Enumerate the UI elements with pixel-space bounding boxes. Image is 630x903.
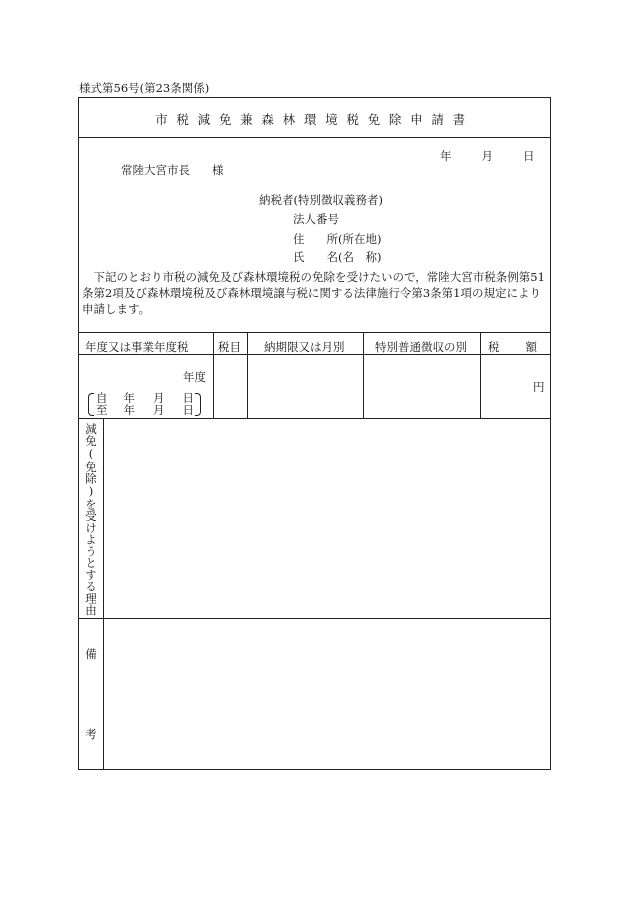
label-column-divider <box>103 418 104 770</box>
col-divider-4 <box>480 332 481 418</box>
divider-title <box>78 137 551 138</box>
col-divider-3 <box>363 332 364 418</box>
application-statement: 下記のとおり市税の減免及び森林環境税の免除を受けたいので，常陸大宮市税条例第51条第2項及び森林環境税及び森林環境譲与税に関する法律施行令第3条第1項の規定により申請します。 <box>82 270 545 316</box>
form-title: 市税減免兼森林環境税免除申請書 <box>155 112 474 127</box>
period-bracket-right <box>195 393 201 416</box>
period-from-to <box>88 392 194 416</box>
divider-reason <box>78 618 551 619</box>
header-collection-type: 特別普通徴収の別 <box>375 340 467 354</box>
date-fields <box>440 148 535 164</box>
date-year: 年 <box>440 149 452 163</box>
header-due-period: 納期限又は月別 <box>264 340 345 354</box>
addressee-name: 常陸大宮市長 <box>121 163 190 177</box>
period-from: 自 年 月 日 <box>96 391 194 405</box>
divider-table-row <box>78 418 551 419</box>
date-month: 月 <box>481 149 493 163</box>
col-divider-2 <box>247 332 248 418</box>
period-to: 至 年 月 日 <box>96 403 194 417</box>
fiscal-year-suffix: 年度 <box>183 370 206 384</box>
addressee-honorific: 様 <box>212 163 224 177</box>
reason-label: 減免(免除)を受けようとする理由 <box>84 423 98 616</box>
remarks-label-2: 考 <box>84 728 98 740</box>
header-fiscal-year: 年度又は事業年度税 <box>85 340 189 354</box>
corporate-number-label: 法人番号 <box>293 212 339 226</box>
taxpayer-label: 納税者(特別徴収義務者) <box>259 193 383 207</box>
yen-unit: 円 <box>533 380 545 394</box>
col-divider-1 <box>213 332 214 418</box>
remarks-label-1: 備 <box>84 648 98 660</box>
header-tax-amount: 税 額 <box>488 340 537 354</box>
date-day: 日 <box>523 149 535 163</box>
address-label: 住 所(所在地) <box>293 232 382 246</box>
header-tax-item: 税目 <box>218 340 241 354</box>
name-label: 氏 名(名 称) <box>293 250 382 264</box>
form-number: 様式第56号(第23条関係) <box>79 81 210 95</box>
